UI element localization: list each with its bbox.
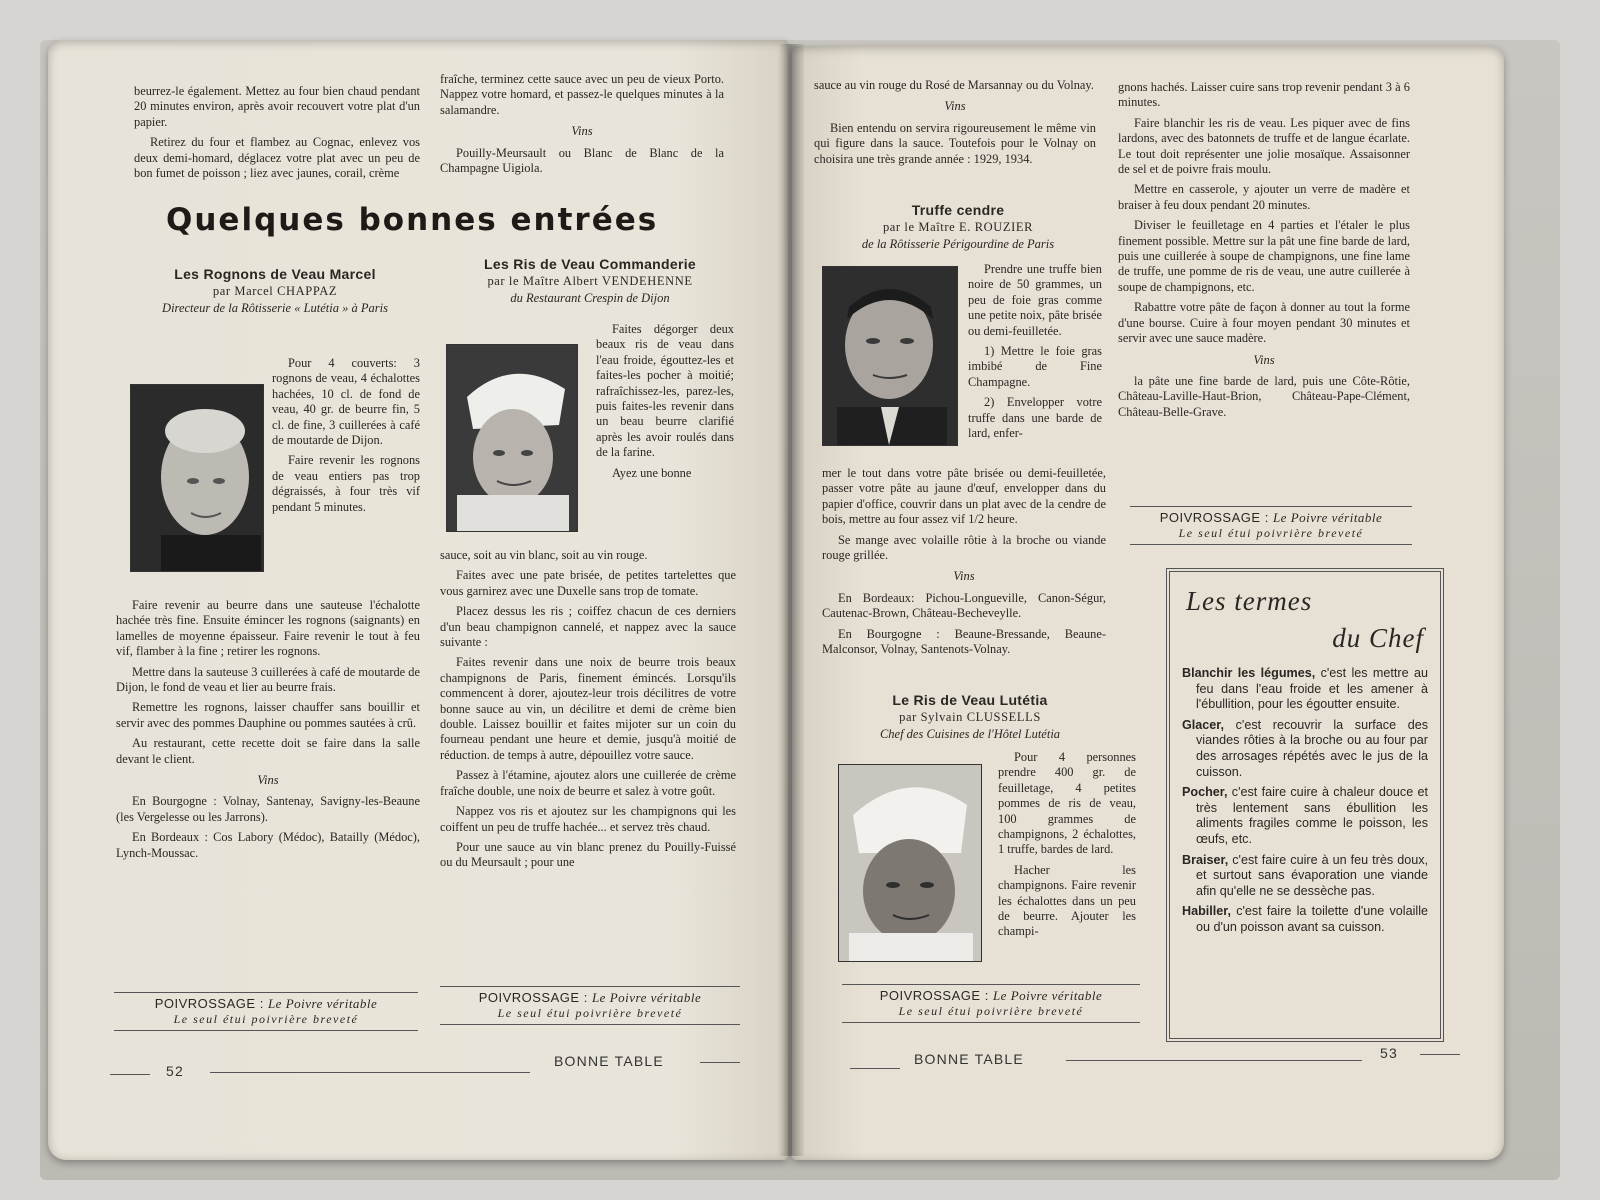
paragraph: Placez dessus les ris ; coiffez chacun de ces derniers d'un beau champignon cannelé, et nappez avec la sauce suivante :: [440, 604, 736, 650]
recipe-title: Les Ris de Veau Commanderie: [484, 256, 696, 272]
term-name: Blanchir les légumes,: [1182, 666, 1316, 680]
left-top-column-1: [134, 84, 420, 186]
ad-line2: Le seul étui poivrière breveté: [173, 1012, 359, 1026]
footer-rule: [210, 1072, 530, 1073]
page-number-left: 52: [166, 1063, 184, 1079]
recipe-3-side-text: [968, 262, 1102, 446]
right-column-2: [1118, 80, 1410, 425]
term-entry: [1182, 785, 1428, 847]
paragraph: Prendre une truffe bien noire de 50 grammes, un peu de foie gras comme une petite noix, pâte brisée ou demi-feuilletée.: [968, 262, 1102, 338]
vins-label: Vins: [944, 99, 966, 114]
ad-line2: Le seul étui poivrière breveté: [497, 1006, 683, 1020]
chef-photo-vendehenne: [446, 344, 578, 532]
right-top-column-1: [814, 78, 1096, 172]
paragraph: En Bourgogne : Volnay, Santenay, Savigny-les-Beaune (les Vergelesse ou les Jarrons).: [116, 794, 420, 824]
paragraph: la pâte une fine barde de lard, puis une Côte-Rôtie, Château-Laville-Haut-Brion, Château-Pape-Clément, Château-Belle-Grave.: [1118, 373, 1410, 419]
recipe-place: du Restaurant Crespin de Dijon: [510, 291, 670, 305]
ad-line2: Le seul étui poivrière breveté: [1178, 526, 1364, 540]
term-name: Glacer,: [1182, 717, 1225, 732]
paragraph: Retirez du four et flambez au Cognac, enlevez vos deux demi-homard, déglacez votre plat avec un peu de bon fumet de poisson ; liez avec jaunes, corail, crème: [134, 135, 420, 181]
recipe-title: Les Rognons de Veau Marcel: [174, 266, 376, 282]
ad-line2: Le seul étui poivrière breveté: [898, 1004, 1084, 1018]
ad-separator: :: [583, 990, 588, 1005]
ad-tagline: Le Poivre véritable: [992, 988, 1103, 1003]
ad-tagline: Le Poivre véritable: [1272, 510, 1383, 525]
ad-brand: POIVROSSAGE: [879, 988, 981, 1003]
paragraph: Pour une sauce au vin blanc prenez du Pouilly-Fuissé ou du Meursault ; pour une: [440, 839, 736, 870]
page-number-right: 53: [1380, 1045, 1398, 1061]
paragraph: Rabattre votre pâte de façon à donner au tout la forme d'une bourse. Cuire à four moyen pendant 30 minutes et servir avec une sauce madère.: [1118, 300, 1410, 346]
paragraph: Pour 4 personnes prendre 400 gr. de feuilletage, 4 petites pommes de ris de veau, 100 grammes de champignons, 2 échalottes, 1 truffe, bardes de lard.: [998, 750, 1136, 857]
term-definition: c'est faire la toilette d'une volaille ou d'un poisson avant sa cuisson.: [1196, 904, 1428, 934]
paragraph: 1) Mettre le foie gras imbibé de Fine Champagne.: [968, 344, 1102, 389]
recipe-2-side-text: [596, 322, 734, 486]
ad-separator: :: [259, 996, 264, 1011]
paragraph: Faites revenir dans une noix de beurre trois beaux champignons de Paris, finement émincés. Lorsqu'ils commencent à dorer, ajoutez-leur trois décilitres de votre bonne sauce au vin, un décilitre et demi de crème bien double. Laissez bouillir et faites mijoter sur un coin du fourneau pendant une heure et demie, jusqu'à moitié de réduction. de temps à autre, dépouillez votre sauce.: [440, 655, 736, 762]
paragraph: Passez à l'étamine, ajoutez alors une cuillerée de crème fraîche double, une noix de beurre et salez à votre goût.: [440, 768, 736, 798]
paragraph: Faire blanchir les ris de veau. Les piquer avec de fins lardons, avec des batonnets de truffe et de langue écarlate. Le tout doit représenter une jolie mosaïque. Assaisonner de sel et de poivre frais moulu.: [1118, 115, 1410, 177]
paragraph: Mettre dans la sauteuse 3 cuillerées à café de moutarde de Dijon, le fond de veau et lier au beurre frais.: [116, 664, 420, 695]
footer-rule: [850, 1068, 900, 1069]
footer-title-right: BONNE TABLE: [914, 1051, 1024, 1067]
recipe-4-header: [830, 692, 1110, 748]
footer-rule: [110, 1074, 150, 1075]
paragraph: Faites avec une pate brisée, de petites tartelettes que vous garnirez avec une Duxelle sans trop de tomate.: [440, 568, 736, 598]
recipe-3-body: [822, 466, 1106, 662]
term-entry: [1182, 904, 1428, 935]
paragraph: Mettre en casserole, y ajouter un verre de madère et braiser à feu doux pendant 20 minutes.: [1118, 182, 1410, 212]
recipe-title: Truffe cendre: [911, 202, 1005, 218]
term-entry: [1182, 853, 1428, 900]
recipe-author: par Marcel CHAPPAZ: [212, 284, 338, 298]
advert-poivrossage: [842, 984, 1140, 1023]
advert-poivrossage: [114, 992, 418, 1031]
footer-rule: [700, 1062, 740, 1063]
paragraph: Au restaurant, cette recette doit se faire dans la salle devant le client.: [116, 736, 420, 766]
paragraph: Faites dégorger deux beaux ris de veau dans l'eau froide, égouttez-les et faites-les pocher à moitié; rafraîchissez-les, parez-les, puis faites-les revenir dans un beau beurre clarifié après les avoir roulés dans de la farine.: [596, 322, 734, 460]
ad-separator: :: [1264, 510, 1269, 525]
recipe-author: par le Maître E. ROUZIER: [882, 220, 1034, 234]
paragraph: Diviser le feuilletage en 4 parties et l'étaler le plus finement possible. Mettre sur la pât une fine barde de lard, puis une cuillerée à soupe de champignons, une fine lame de truffe, une pomme de ris de veau, une autre cuillerée à soupe de champignons, etc.: [1118, 218, 1410, 294]
main-title: Quelques bonnes entrées: [166, 202, 659, 238]
left-top-column-2: [440, 72, 724, 181]
paragraph: Bien entendu on servira rigoureusement le même vin qui figure dans la sauce. Toutefois pour le Volnay on choisira une très grande année : 1929, 1934.: [814, 120, 1096, 166]
chef-photo-clussells: [838, 764, 982, 962]
chef-photo-rouzier: [822, 266, 958, 446]
paragraph: Faire revenir les rognons de veau entiers pas trop dégraissés, à four très vif pendant 5 minutes.: [272, 453, 420, 514]
term-name: Braiser,: [1182, 852, 1229, 867]
term-definition: c'est les mettre au feu dans l'eau froide et les amener à l'ébullition, pour les égoutter ensuite.: [1196, 666, 1428, 712]
recipe-place: de la Rôtisserie Périgourdine de Paris: [861, 237, 1055, 251]
paragraph: mer le tout dans votre pâte brisée ou demi-feuilletée, passer votre pâte au jaune d'œuf, envelopper dans du papier d'office, couvrir dans un plat avec de la cendre de bois, mettre au four assez vif 1/2 heure.: [822, 466, 1106, 527]
recipe-place: Chef des Cuisines de l'Hôtel Lutétia: [879, 727, 1061, 741]
recipe-4-side-text: [998, 750, 1136, 945]
paragraph: Pour 4 couverts: 3 rognons de veau, 4 échalottes hachées, 10 cl. de fond de veau, 40 gr. de beurre fin, 5 cl. de fine, 3 cuillerées à café de moutarde de Dijon.: [272, 356, 420, 448]
ad-tagline: Le Poivre véritable: [267, 996, 378, 1011]
term-entry: [1182, 666, 1428, 713]
vins-label: Vins: [571, 124, 593, 139]
recipe-2-header: [440, 256, 740, 312]
vins-label: Vins: [953, 569, 975, 584]
ad-brand: POIVROSSAGE: [154, 996, 256, 1011]
term-name: Pocher,: [1182, 785, 1228, 800]
term-definition: c'est faire cuire à un feu très doux, et surtout sans évaporation une viande afin qu'elle ne se dessèche pas.: [1196, 852, 1428, 898]
paragraph: Se mange avec volaille rôtie à la broche ou viande rouge grillée.: [822, 532, 1106, 563]
paragraph: Nappez vos ris et ajoutez sur les champignons qui les coiffent un peu de truffe hachée... et servez très chaud.: [440, 804, 736, 834]
paragraph: gnons hachés. Laisser cuire sans trop revenir pendant 3 à 6 minutes.: [1118, 80, 1410, 110]
paragraph: En Bordeaux : Cos Labory (Médoc), Batailly (Médoc), Lynch-Moussac.: [116, 830, 420, 860]
footer-title-left: BONNE TABLE: [554, 1053, 664, 1069]
box-title-line-2: du Chef: [1332, 623, 1424, 653]
chef-terms-box: [1166, 568, 1444, 1042]
paragraph: En Bordeaux: Pichou-Longueville, Canon-Ségur, Cautenac-Brown, Château-Becheveylle.: [822, 590, 1106, 621]
term-name: Habiller,: [1182, 904, 1231, 919]
paragraph: sauce au vin rouge du Rosé de Marsannay ou du Volnay.: [814, 78, 1094, 92]
term-entry: [1182, 718, 1428, 780]
ad-separator: :: [984, 988, 989, 1003]
recipe-author: par Sylvain CLUSSELLS: [899, 710, 1041, 724]
recipe-1-body: [116, 598, 420, 866]
advert-poivrossage: [440, 986, 740, 1025]
paragraph: Hacher les champignons. Faire revenir les échalottes dans un peu de beurre. Ajouter les champi-: [998, 862, 1136, 939]
footer-rule: [1420, 1054, 1460, 1055]
paragraph: Faire revenir au beurre dans une sauteuse l'échalotte hachée très fine. Ensuite émincer les rognons (saignants) en lamelles de moyenne épaisseur. Faire revenir le tout à feu vif, flamber à la fine ; retirer les rognons.: [116, 598, 420, 659]
advert-poivrossage: [1130, 506, 1412, 545]
box-title-line-1: Les termes: [1186, 586, 1313, 616]
paragraph: fraîche, terminez cette sauce avec un peu de vieux Porto. Nappez votre homard, et passez-le quelques minutes à la salamandre.: [440, 72, 724, 117]
recipe-3-header: [816, 202, 1100, 258]
ad-brand: POIVROSSAGE: [478, 990, 580, 1005]
paragraph: Ayez une bonne: [612, 465, 692, 480]
vins-label: Vins: [257, 773, 279, 788]
paragraph: Pouilly-Meursault ou Blanc de Blanc de la Champagne Uigiola.: [440, 145, 724, 176]
term-definition: c'est faire cuire à chaleur douce et très lentement sans ébullition les aliments fragiles comme le poisson, les œufs, etc.: [1196, 785, 1428, 846]
recipe-author: par le Maître Albert VENDEHENNE: [487, 274, 693, 288]
book-gutter: [778, 44, 804, 1156]
paragraph: sauce, soit au vin blanc, soit au vin rouge.: [440, 548, 648, 562]
ad-tagline: Le Poivre véritable: [591, 990, 702, 1005]
footer-rule: [1066, 1060, 1362, 1061]
recipe-place: Directeur de la Rôtisserie « Lutétia » à Paris: [162, 301, 388, 315]
recipe-1-header: [130, 266, 420, 322]
vins-label: Vins: [1253, 352, 1275, 367]
ad-brand: POIVROSSAGE: [1159, 510, 1261, 525]
recipe-title: Le Ris de Veau Lutétia: [892, 692, 1048, 708]
paragraph: En Bourgogne : Beaune-Bressande, Beaune-Malconsor, Volnay, Santenots-Volnay.: [822, 626, 1106, 657]
recipe-1-side-text: [272, 356, 420, 520]
chef-photo-chappaz: [130, 384, 264, 572]
recipe-2-body: [440, 548, 736, 876]
term-definition: c'est recouvrir la surface des viandes rôties à la broche ou au four par des arrosages répétés avec le jus de la cuisson.: [1196, 717, 1428, 779]
paragraph: beurrez-le également. Mettez au four bien chaud pendant 20 minutes environ, après avoir recouvert votre plat d'un papier.: [134, 84, 420, 129]
paragraph: 2) Envelopper votre truffe dans une barde de lard, enfer-: [968, 395, 1102, 441]
paragraph: Remettre les rognons, laisser chauffer sans bouillir et servir avec des pommes Dauphine ou pommes sautées à crû.: [116, 700, 420, 730]
